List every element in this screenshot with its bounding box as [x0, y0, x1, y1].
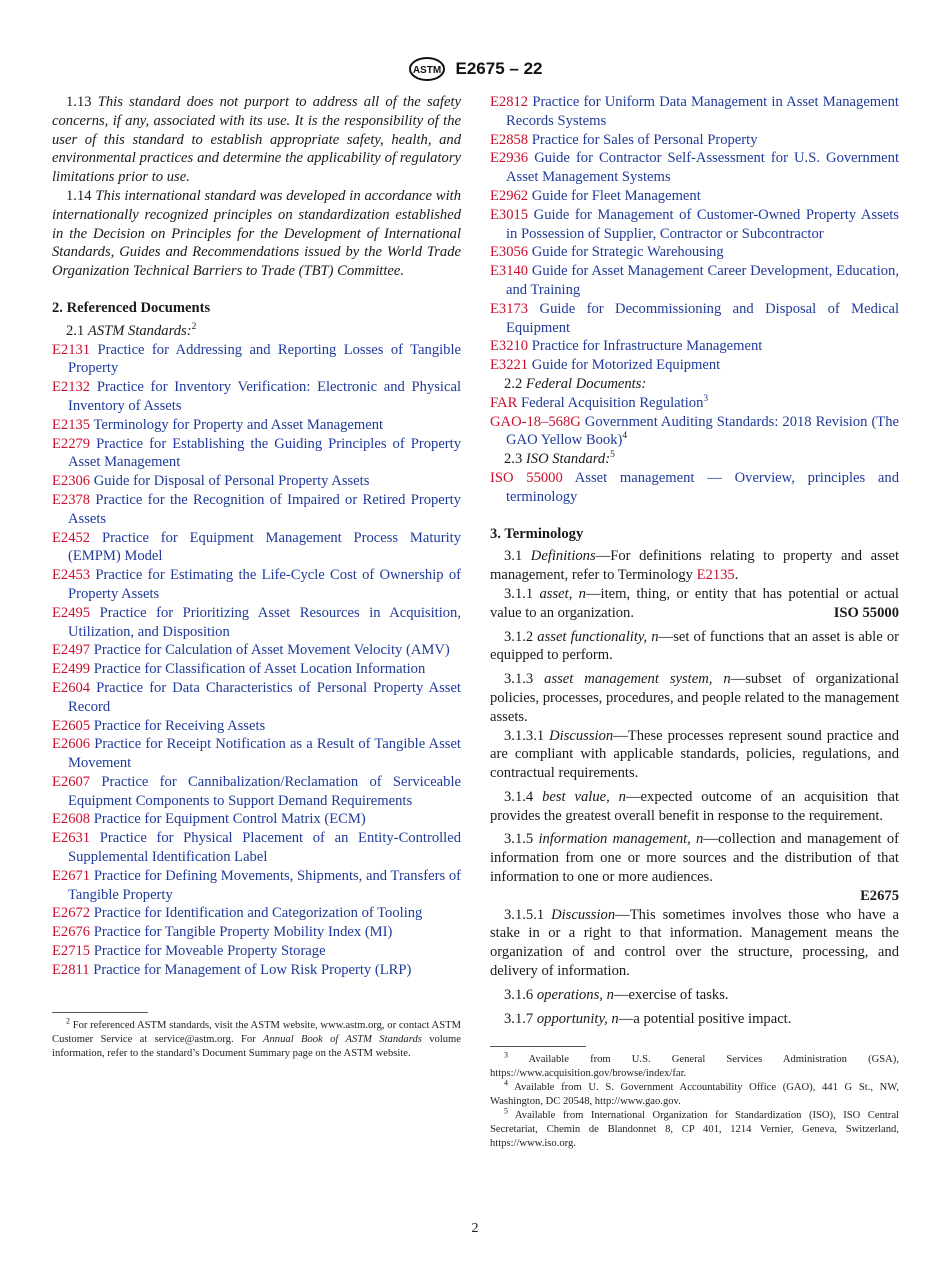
reference-title[interactable]: Guide for Decommissioning and Disposal of Medical Equipment [506, 300, 899, 336]
reference-code[interactable]: E3015 [490, 206, 529, 223]
definition-3-1-5: 3.1.5 information management, n—collection and management of information from one or more sources and the distribution of that information to one or more audiences. [490, 831, 899, 886]
reference-e3056[interactable] [490, 243, 899, 262]
reference-e2858[interactable] [490, 131, 899, 150]
reference-code[interactable]: E2858 [490, 131, 529, 148]
reference-e2607[interactable] [52, 773, 461, 811]
reference-far[interactable]: FAR Federal Acquisition Regulation$^3$ [490, 393, 709, 411]
reference-title[interactable]: Terminology for Property and Asset Management [93, 416, 384, 433]
reference-code[interactable]: E2495 [52, 604, 91, 621]
reference-e3173[interactable] [490, 300, 899, 338]
footnote-5: $^5$ Available from International Organization for Standardization (ISO), ISO Central Secretariat, Chemin de Blandonnet 8, CP 401, 1214 Vernier, Geneva, Switzerland, https://www.iso.org. [490, 1106, 899, 1150]
reference-code[interactable]: E2604 [52, 679, 91, 696]
reference-e2631[interactable] [52, 829, 461, 867]
reference-title[interactable]: Practice for Identification and Categorization of Tooling [93, 905, 423, 922]
reference-e2962[interactable] [490, 187, 899, 206]
reference-title[interactable]: Guide for Contractor Self-Assessment for U.S. Government Asset Management Systems [506, 150, 899, 186]
reference-e2453[interactable] [52, 566, 461, 604]
reference-e2936[interactable] [490, 149, 899, 187]
reference-code[interactable]: E2378 [52, 491, 91, 508]
reference-title[interactable]: Practice for Uniform Data Management in Asset Management Records Systems [506, 94, 899, 129]
reference-code[interactable]: E2453 [52, 567, 91, 584]
reference-title[interactable]: Guide for Disposal of Personal Property Assets [93, 473, 370, 490]
footnote-4: $^4$ Available from U. S. Government Accountability Office (GAO), 441 G St., NW, Washington, DC 20548, http://www.gao.gov. [490, 1078, 899, 1108]
document-designation: E2675 – 22 [455, 59, 543, 78]
reference-code[interactable]: E2279 [52, 435, 91, 452]
reference-code[interactable]: E3140 [490, 263, 529, 280]
reference-e2495[interactable] [52, 604, 461, 642]
reference-e2606[interactable] [52, 735, 461, 773]
reference-title[interactable]: Practice for Management of Low Risk Property (LRP) [93, 961, 412, 978]
reference-e2279[interactable] [52, 435, 461, 473]
reference-e2132[interactable] [52, 378, 461, 416]
reference-code[interactable]: E2132 [52, 379, 91, 396]
reference-title[interactable]: Guide for Motorized Equipment [531, 357, 721, 374]
reference-title[interactable]: Practice for Moveable Property Storage [93, 943, 326, 960]
reference-title[interactable]: Practice for Tangible Property Mobility Index (MI) [93, 924, 393, 941]
reference-code[interactable]: E2676 [52, 924, 91, 941]
reference-code[interactable]: E2715 [52, 943, 91, 960]
reference-title[interactable]: Guide for Strategic Warehousing [531, 244, 724, 261]
reference-title[interactable]: Practice for Classification of Asset Location Information [93, 661, 426, 678]
reference-e2378[interactable] [52, 491, 461, 529]
reference-title[interactable]: Practice for Data Characteristics of Personal Property Asset Record [68, 679, 461, 715]
astm-reference-list-continued [490, 93, 899, 375]
reference-title[interactable]: Practice for Equipment Management Process Maturity (EMPM) Model [68, 529, 461, 565]
reference-e3221[interactable] [490, 356, 899, 375]
reference-code[interactable]: E2811 [52, 961, 90, 978]
reference-title[interactable]: Practice for Establishing the Guiding Principles of Property Asset Management [68, 435, 462, 471]
definition-3-1-5-1: 3.1.5.1 Discussion—This sometimes involves those who have a stake in or a right to that information. Management means the organization of and control over the structure, processing, and delivery of information. [490, 906, 899, 980]
reference-e2608[interactable] [52, 810, 461, 829]
reference-title[interactable]: Practice for Physical Placement of an Entity-Controlled Supplemental Identification Label [68, 830, 461, 866]
reference-title[interactable]: Guide for Management of Customer-Owned Property Assets in Possession of Supplier, Contractor or Subcontractor [506, 206, 899, 242]
subsection-2-2: 2.2 Federal Documents: [504, 375, 647, 392]
reference-e2452[interactable] [52, 529, 461, 567]
left-column [52, 93, 461, 1061]
reference-code[interactable]: E2606 [52, 736, 91, 753]
footnote-3: $^3$ Available from U.S. General Services Administration (GSA), https://www.acquisition.gov/browse/index/far. [490, 1050, 899, 1080]
reference-code[interactable]: E2936 [490, 150, 529, 167]
footnote-2: $^2$ For referenced ASTM standards, visit the ASTM website, www.astm.org, or contact ASTM Customer Service at service@astm.org. For Annual Book of ASTM Standards volume information, refer to the standard’s Document Summary page on the ASTM website. [52, 1016, 461, 1059]
reference-code[interactable]: E2605 [52, 717, 91, 734]
section-2-heading: 2. Referenced Documents [52, 299, 211, 316]
reference-title[interactable]: Practice for Receiving Assets [93, 717, 266, 734]
astm-logo-icon [408, 56, 446, 82]
footnote-divider-right [490, 1046, 586, 1047]
reference-code[interactable]: E2497 [52, 642, 91, 659]
reference-code[interactable]: E2672 [52, 905, 91, 922]
reference-e2812[interactable] [490, 93, 899, 131]
reference-e2497[interactable] [52, 641, 461, 660]
reference-e2499[interactable] [52, 660, 461, 679]
page-header [0, 56, 950, 82]
reference-code[interactable]: E2607 [52, 773, 91, 790]
page-number: 2 [471, 1221, 479, 1236]
reference-e2676[interactable] [52, 923, 461, 942]
reference-iso-55000[interactable]: ISO 55000 Asset management — Overview, principles and terminology [490, 469, 899, 505]
reference-code[interactable]: E2671 [52, 867, 91, 884]
reference-e2306[interactable] [52, 472, 461, 491]
definition-3-1: 3.1 Definitions—For definitions relating to property and asset management, refer to Terminology E2135. [490, 548, 899, 584]
footnote-divider [52, 1012, 148, 1013]
reference-title[interactable]: Practice for the Recognition of Impaired or Retired Property Assets [68, 491, 461, 527]
svg-text:ASTM: ASTM [412, 65, 441, 76]
reference-code[interactable]: E3221 [490, 357, 529, 374]
astm-reference-list [52, 341, 461, 980]
source-tag-e2675: E2675 [860, 887, 899, 904]
reference-e2715[interactable] [52, 942, 461, 961]
reference-title[interactable]: Practice for Equipment Control Matrix (ECM) [93, 811, 366, 828]
reference-e2605[interactable] [52, 717, 461, 736]
reference-code[interactable]: E3210 [490, 338, 529, 355]
reference-code[interactable]: E3173 [490, 300, 529, 317]
reference-title[interactable]: Practice for Receipt Notification as a Result of Tangible Asset Movement [68, 736, 461, 772]
reference-title[interactable]: Practice for Prioritizing Asset Resources in Acquisition, Utilization, and Disposition [68, 604, 461, 640]
reference-code[interactable]: E2131 [52, 341, 91, 358]
definition-3-1-1: 3.1.1 asset, n—item, thing, or entity that has potential or actual value to an organization. ISO 55000 [490, 585, 899, 621]
right-column [490, 93, 899, 1151]
reference-e2135[interactable] [52, 416, 461, 435]
reference-title[interactable]: Practice for Sales of Personal Property [531, 131, 758, 148]
reference-e3015[interactable] [490, 206, 899, 244]
link-e2135[interactable]: E2135 [696, 567, 735, 584]
paragraph-1-13: 1.13 This standard does not purport to address all of the safety concerns, if any, associated with its use. It is the responsibility of the user of this standard to establish appropriate safety, health, and environmental practices and determine the applicability of regulatory limitations prior to use. [52, 94, 461, 186]
reference-code[interactable]: E2135 [52, 416, 91, 433]
definition-3-1-6: 3.1.6 operations, n—exercise of tasks. [504, 986, 729, 1003]
definition-3-1-3: 3.1.3 asset management system, n—subset of organizational policies, processes, procedures, and people related to the management assets. [490, 671, 899, 725]
definition-3-1-3-1: 3.1.3.1 Discussion—These processes represent sound practice and are compliant with applicable standards, policies, regulations, and contractual requirements. [490, 727, 900, 782]
reference-e2671[interactable] [52, 867, 461, 905]
reference-e3140[interactable] [490, 262, 899, 300]
source-tag: ISO 55000 [833, 604, 899, 621]
reference-code[interactable]: E2452 [52, 529, 91, 546]
reference-code[interactable]: E2631 [52, 830, 91, 847]
reference-code[interactable]: E2306 [52, 473, 91, 490]
reference-e3210[interactable] [490, 337, 899, 356]
reference-title[interactable]: Practice for Cannibalization/Reclamation of Serviceable Equipment Components to Support Demand Requirements [68, 773, 461, 809]
reference-code[interactable]: E3056 [490, 244, 529, 261]
reference-title[interactable]: Practice for Estimating the Life-Cycle Cost of Ownership of Property Assets [68, 567, 461, 602]
reference-code[interactable]: E2499 [52, 661, 91, 678]
definition-3-1-4: 3.1.4 best value, n—expected outcome of an acquisition that provides the greatest overall benefit in response to the requirement. [490, 788, 899, 824]
reference-e2604[interactable] [52, 679, 461, 717]
reference-code[interactable]: E2962 [490, 187, 529, 204]
reference-e2811[interactable] [52, 961, 461, 980]
paragraph-1-14: 1.14 This international standard was developed in accordance with internationally recognized principles on standardization established in the Decision on Principles for the Development of International Standards, Guides and Recommendations issued by the World Trade Organization Technical Barriers to Trade (TBT) Committee. [52, 187, 461, 280]
reference-code[interactable]: E2812 [490, 94, 529, 110]
reference-title[interactable]: Guide for Fleet Management [531, 187, 701, 204]
subsection-2-3: 2.3 ISO Standard:$^5$ [504, 450, 615, 468]
reference-e2131[interactable] [52, 341, 461, 379]
definition-3-1-2: 3.1.2 asset functionality, n—set of functions that an asset is able or equipped to perform. [490, 628, 899, 664]
reference-e2672[interactable] [52, 904, 461, 923]
reference-code[interactable]: E2608 [52, 811, 91, 828]
section-3-heading: 3. Terminology [490, 525, 584, 542]
reference-title[interactable]: Practice for Calculation of Asset Movement Velocity (AMV) [93, 642, 450, 659]
reference-title[interactable]: Practice for Defining Movements, Shipments, and Transfers of Tangible Property [68, 867, 461, 903]
definition-3-1-7: 3.1.7 opportunity, n—a potential positive impact. [504, 1010, 792, 1027]
reference-gao[interactable]: GAO-18–568G Government Auditing Standards: 2018 Revision (The GAO Yellow Book)$^4$ [490, 413, 899, 449]
subsection-2-1: 2.1 ASTM Standards:$^2$ [66, 321, 197, 339]
reference-title[interactable]: Practice for Infrastructure Management [531, 338, 763, 355]
reference-title[interactable]: Guide for Asset Management Career Development, Education, and Training [506, 263, 899, 298]
reference-title[interactable]: Practice for Addressing and Reporting Losses of Tangible Property [68, 341, 461, 377]
reference-title[interactable]: Practice for Inventory Verification: Electronic and Physical Inventory of Assets [68, 379, 461, 414]
